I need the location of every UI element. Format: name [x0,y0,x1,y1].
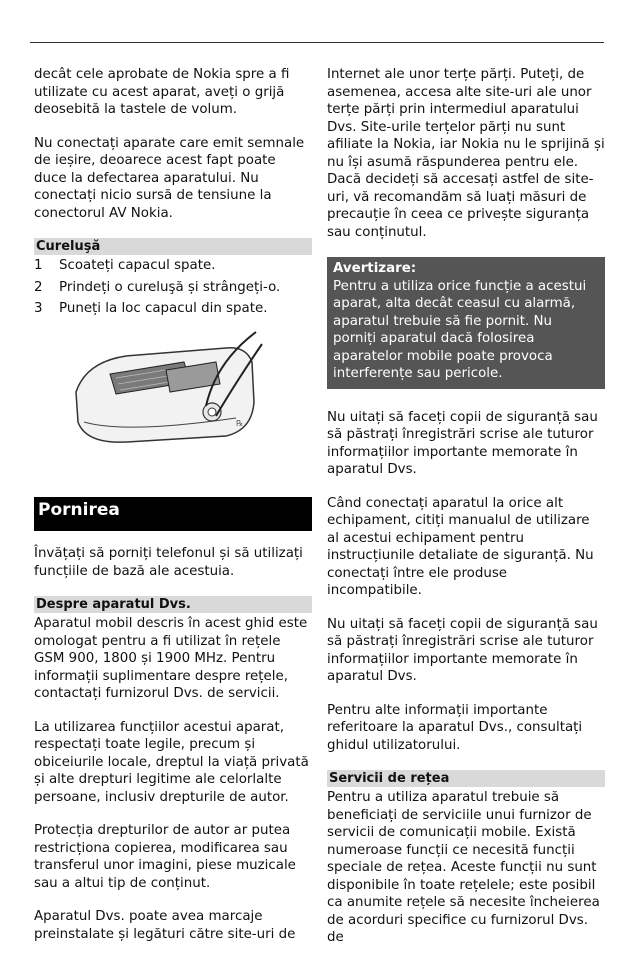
top-rule [30,42,604,43]
paragraph: Aparatul Dvs. poate avea marcaje preinstalate și legături către site-uri de [34,909,296,942]
step-text: Puneți la loc capacul din spate. [59,301,268,316]
curelusa-heading: Cureluşă [34,238,312,255]
paragraph: Protecția drepturilor de autor ar putea restricționa copierea, modificarea sau transferul unor imagini, piese muzicale sau a altui tip de conținut. [34,823,296,891]
paragraph: Nu uitați să faceți copii de siguranță sau să păstrați înregistrări scrise ale tuturor informațiilor importante memorate în aparatul Dvs. [327,616,598,684]
servicii-heading: Servicii de rețea [327,770,605,787]
paragraph: Când conectați aparatul la orice alt echipament, citiți manualul de utilizare al acestui echipament pentru instrucțiunile detaliate de siguranță. Nu conectați între ele produse incompatibile. [327,495,594,598]
paragraph: Pentru alte informații importante referitoare la aparatul Dvs., consultați ghidul utilizatorului. [327,702,583,753]
warning-text: Pentru a utiliza orice funcție a acestui aparat, alta decât ceasul cu alarmă, aparatul trebuie să fie pornit. Nu porniți aparatul dacă folosirea aparatelor mobile poate provoca interferențe sau pericole. [333,278,587,381]
paragraph: Nu conectați aparate care emit semnale de ieșire, deoarece acest fapt poate duce la defectarea aparatului. Nu conectați nicio sursă de tensiune la conectorul AV Nokia. [34,135,305,221]
section-title: Pornirea [34,497,312,531]
warning-title: Avertizare: [333,261,417,276]
paragraph: Aparatul mobil descris în acest ghid este omologat pentru a fi utilizat în rețele GSM 900, 1800 și 1900 MHz. Pentru informații suplimentare despre rețele, contactați furnizorul Dvs. de servicii. [34,616,308,701]
strap-illustration [66,322,266,472]
list-item [34,300,312,318]
warning-box [327,257,605,389]
paragraph: decât cele aprobate de Nokia spre a fi utilizate cu acest aparat, aveți o grijă deosebită la tastele de volum. [34,67,290,117]
step-text: Scoateți capacul spate. [59,258,216,273]
paragraph: Nu uitați să faceți copii de siguranță sau să păstrați înregistrări scrise ale tuturor informațiilor importante memorate în aparatul Dvs. [327,409,598,477]
step-number: 3 [34,301,43,316]
paragraph: Internet ale unor terțe părți. Puteți, de asemenea, accesa alte site-uri ale unor terțe părți prin intermediul aparatului Dvs. Site-urile terțelor părți nu sunt afiliate la Nokia, iar Nokia nu le sprijină și nu își asumă răspunderea pentru ele. Dacă decideți să accesați astfel de site-uri, vă recomandăm să luați măsuri de precauție în ceea ce privește siguranța sau conținutul. [327,67,605,240]
paragraph: Învățați să porniți telefonul și să utilizați funcțiile de bază ale acestuia. [34,546,303,579]
step-number: 2 [34,279,43,295]
left-column [34,66,312,959]
paragraph: Pentru a utiliza aparatul trebuie să beneficiați de serviciile unui furnizor de servicii de comunicații mobile. Există numeroase funcții ce necesită funcții speciale de rețea. Aceste funcții nu sunt disponibile în toate rețelele; este posibil ca anumite rețele să necesite încheierea de acorduri specifice cu furnizorul Dvs. de [327,790,600,945]
svg-text:℞: ℞ [236,418,244,428]
list-item [34,279,312,297]
right-column [327,66,605,963]
step-number: 1 [34,258,43,273]
paragraph: La utilizarea funcțiilor acestui aparat, respectați toate legile, precum și obiceiurile locale, dreptul la viață privată și alte drepturi legitime ale celorlalte persoane, inclusiv drepturile de autor. [34,719,309,805]
steps-list [34,257,312,318]
list-item [34,257,312,275]
step-text: Prindeți o cureluşă și strângeți-o. [59,279,281,295]
despre-heading: Despre aparatul Dvs. [34,596,312,613]
